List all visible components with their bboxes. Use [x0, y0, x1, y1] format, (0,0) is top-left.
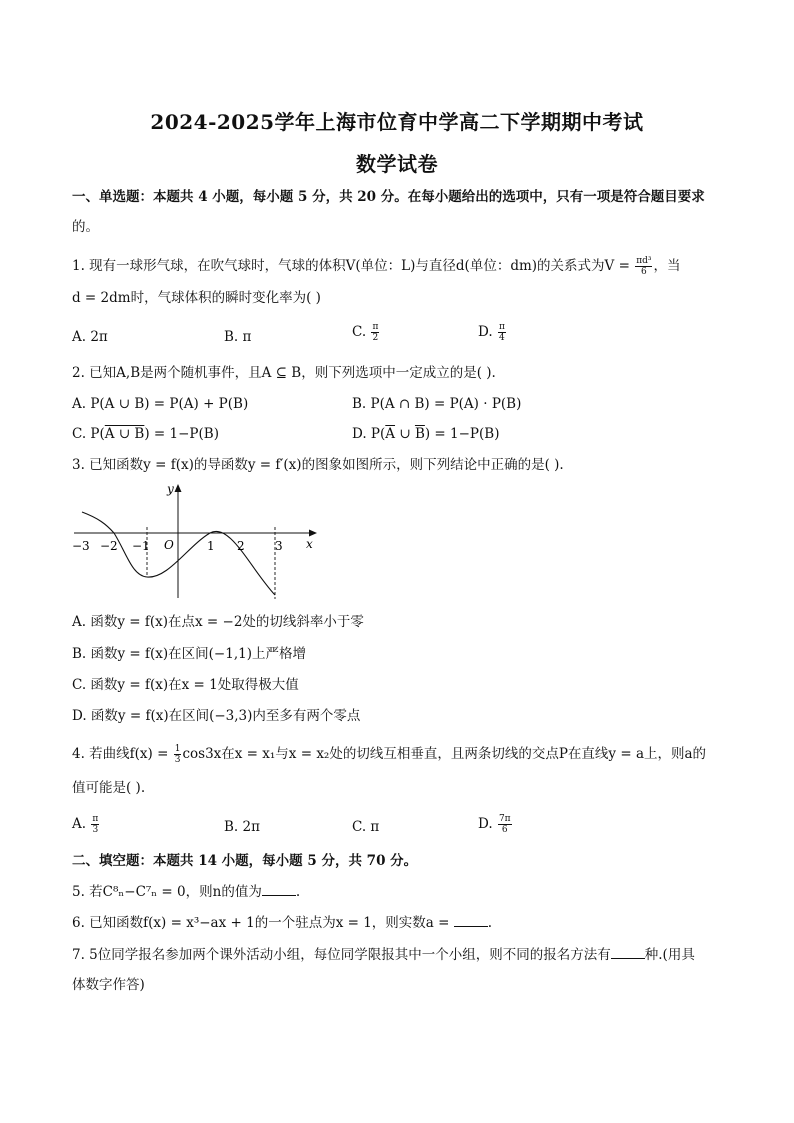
section1-intro: 一、单选题：本题共 4 小题，每小题 5 分，共 20 分。在每小题给出的选项中，只有一项是符合题目要求: [72, 189, 705, 205]
q2-option-d-abar: $\overline{A}$: [385, 426, 396, 442]
q4-option-d[interactable]: [478, 814, 513, 835]
q2-option-b[interactable]: B. P(A ∩ B) = P(A) · P(B): [352, 396, 522, 412]
tick-label: 3: [275, 539, 283, 553]
q3-option-a[interactable]: A. 函数y = f(x)在点x = −2处的切线斜率小于零: [72, 614, 364, 630]
q2-option-d-post: ) = 1−P(B): [424, 426, 500, 442]
q1-frac-den: 6: [640, 267, 647, 277]
q1-option-c-frac: [371, 322, 379, 343]
q1-fraction: [635, 256, 652, 277]
q1-option-d-num: π: [498, 322, 505, 332]
q1-stem-line2: d = 2dm时，气球体积的瞬时变化率为( ): [72, 290, 321, 306]
exam-title: 2024-2025学年上海市位育中学高二下学期期中考试: [150, 110, 644, 134]
q1-frac-num: πd³: [636, 256, 652, 266]
q4-option-b[interactable]: B. 2π: [224, 819, 260, 835]
q4-option-a-frac: [91, 814, 99, 835]
q2-option-a[interactable]: A. P(A ∪ B) = P(A) + P(B): [72, 396, 249, 412]
y-axis-arrow: [175, 484, 182, 492]
q4-option-d-frac: [498, 814, 512, 835]
q1-option-c[interactable]: [352, 322, 380, 343]
x-axis-label: x: [306, 537, 313, 551]
q3-option-c[interactable]: C. 函数y = f(x)在x = 1处取得极大值: [72, 677, 299, 693]
q6-text: 6. 已知函数f(x) = x³−ax + 1的一个驻点为x = 1，则实数a =: [72, 915, 450, 931]
q6-stem: [72, 914, 492, 932]
q1-option-a[interactable]: A. 2π: [72, 329, 108, 345]
q4-frac-den: 3: [174, 755, 181, 765]
origin-label: O: [164, 538, 174, 552]
q6-answer-blank[interactable]: [454, 914, 488, 927]
q1-option-d-label: D.: [478, 324, 493, 340]
q4-fraction: [174, 744, 182, 765]
q1-option-c-num: π: [372, 322, 379, 332]
q5-text: 5. 若C⁸ₙ−C⁷ₙ = 0，则n的值为: [72, 884, 262, 900]
q2-option-c-post: ) = 1−P(B): [144, 426, 219, 442]
q5-stem: [72, 883, 300, 901]
q7-text-end: 种.(用具: [644, 947, 695, 963]
q1-option-c-label: C.: [352, 324, 367, 340]
q4-stem-tail: cos3x在x = x₁与x = x₂处的切线互相垂直，且两条切线的交点P在直线y = a上，则a的: [182, 746, 707, 762]
exam-subtitle: 数学试卷: [356, 152, 438, 176]
q4-frac-num: 1: [174, 744, 181, 754]
q7-answer-blank[interactable]: [611, 946, 645, 959]
tick-label: −1: [132, 539, 150, 553]
q2-option-c[interactable]: [72, 425, 219, 443]
q7-text: 7. 5位同学报名参加两个课外活动小组，每位同学限报其中一个小组，则不同的报名方法有: [72, 947, 611, 963]
q4-option-d-den: 6: [501, 825, 508, 835]
q6-end: .: [487, 915, 493, 931]
q4-stem-line2: 值可能是( ).: [72, 780, 146, 796]
q7-stem-line2: 体数字作答): [72, 977, 145, 993]
tick-label: −2: [100, 539, 118, 553]
tick-label: −3: [72, 539, 90, 553]
q7-stem-line1: [72, 946, 695, 964]
tick-label: 2: [237, 539, 245, 553]
q3-option-b[interactable]: B. 函数y = f(x)在区间(−1,1)上严格增: [72, 646, 306, 662]
section1-intro-cont: 的。: [72, 219, 99, 235]
q2-option-c-pre: C. P(: [72, 426, 105, 442]
q4-option-c[interactable]: C. π: [352, 819, 380, 835]
q1-option-d-den: 4: [499, 333, 505, 343]
q4-stem-line1: [72, 744, 706, 765]
y-axis-label: y: [167, 482, 174, 496]
x-axis-arrow: [309, 530, 317, 537]
q1-option-d[interactable]: [478, 322, 507, 343]
q4-option-a-label: A.: [72, 816, 87, 832]
section2-intro: 二、填空题：本题共 14 小题，每小题 5 分，共 70 分。: [72, 853, 418, 869]
q2-option-c-overline: A ∪ B: [104, 426, 145, 442]
q4-option-a-num: π: [92, 814, 99, 824]
q2-stem: 2. 已知A,B是两个随机事件，且A ⊆ B，则下列选项中一定成立的是( ).: [72, 365, 496, 381]
q4-option-a[interactable]: [72, 814, 100, 835]
q5-answer-blank[interactable]: [262, 883, 296, 896]
q2-option-d[interactable]: [352, 425, 499, 443]
q1-stem-text: 1. 现有一球形气球，在吹气球时，气球的体积V(单位：L)与直径d(单位：dm)的关系式为V =: [72, 258, 630, 274]
q3-derivative-graph: [70, 478, 330, 604]
q2-option-d-bbar: $\overline{B}$: [414, 426, 425, 442]
q5-end: .: [295, 884, 301, 900]
q2-option-d-pre: D. P(: [352, 426, 386, 442]
q2-option-d-mid: ∪: [395, 426, 415, 442]
q3-stem: 3. 已知函数y = f(x)的导函数y = f′(x)的图象如图所示，则下列结论中正确的是( ).: [72, 457, 564, 473]
q1-option-d-frac: [498, 322, 506, 343]
q4-option-d-num: 7π: [498, 814, 511, 824]
q4-option-d-label: D.: [478, 816, 493, 832]
q4-stem-text: 4. 若曲线f(x) =: [72, 746, 169, 762]
tick-label: 1: [207, 539, 215, 553]
q4-option-a-den: 3: [92, 825, 99, 835]
q1-option-c-den: 2: [372, 333, 379, 343]
q3-option-d[interactable]: D. 函数y = f(x)在区间(−3,3)内至多有两个零点: [72, 708, 361, 724]
q1-option-b[interactable]: B. π: [224, 329, 252, 345]
q1-stem-tail: ，当: [653, 258, 681, 274]
q1-stem-line1: [72, 256, 680, 277]
